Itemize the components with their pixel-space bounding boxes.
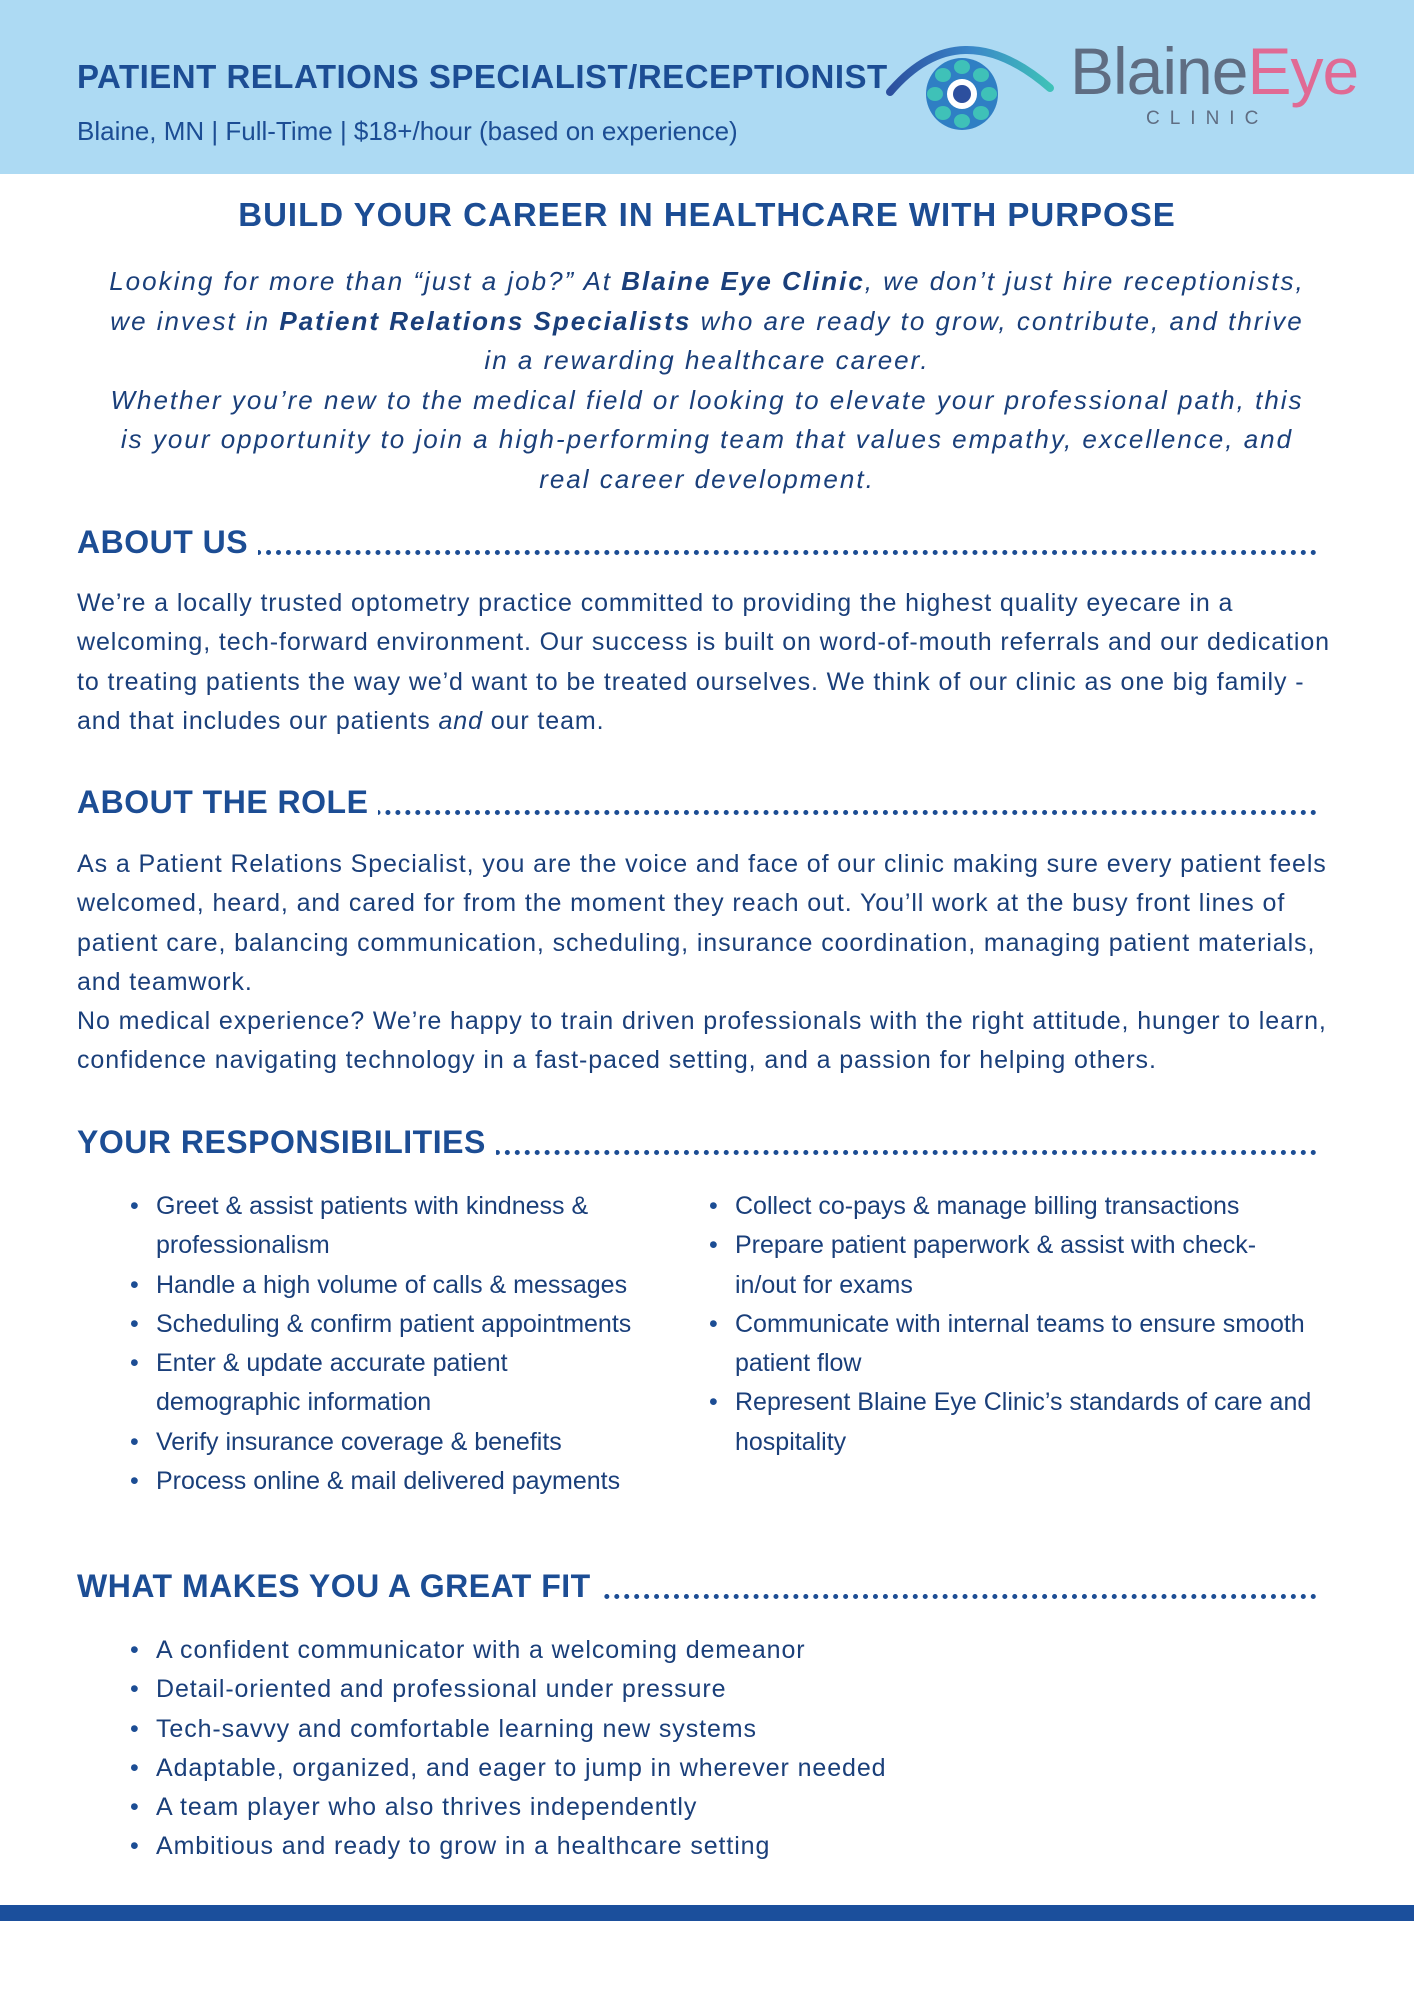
about-role-paragraph-2: No medical experience? We’re happy to train driven professionals with the right attitude, hunger to learn, confidence navigating technology in a fast-paced setting, and a passion for helping others. xyxy=(77,1007,1327,1075)
list-item: • Prepare patient paperwork & assist with check-in/out for exams xyxy=(656,1226,1316,1305)
about-role-paragraph-1: As a Patient Relations Specialist, you are the voice and face of our clinic making sure every patient feels welcomed, heard, and cared for from the moment they reach out. You’ll work at the busy front lines of patient care, balancing communication, scheduling, insurance coordination, managing patient materials, and teamwork. xyxy=(77,850,1327,996)
great-fit-list xyxy=(77,1631,1077,1867)
list-item: • A confident communicator with a welcoming demeanor xyxy=(77,1631,1077,1670)
intro-paragraph-1: Looking for more than “just a job?” At Blaine Eye Clinic, we don’t just hire receptionists, we invest in Patient Relations Specialists who are ready to grow, contribute, and thrive in a rewarding healthcare career. xyxy=(109,266,1305,375)
list-item: • A team player who also thrives independently xyxy=(77,1788,1077,1827)
list-item: • Tech-savvy and comfortable learning new systems xyxy=(77,1710,1077,1749)
logo-subtitle: CLINIC xyxy=(1146,108,1269,129)
header-banner xyxy=(0,0,1414,174)
intro-paragraph-2: Whether you’re new to the medical field or looking to elevate your professional path, this is your opportunity to join a high-performing team that values empathy, excellence, and real career development. xyxy=(110,384,1304,494)
intro-text xyxy=(100,262,1314,499)
list-item: • Represent Blaine Eye Clinic’s standards of care and hospitality xyxy=(656,1383,1316,1462)
job-title: PATIENT RELATIONS SPECIALIST/RECEPTIONIST xyxy=(77,58,888,95)
list-item: • Process online & mail delivered payments xyxy=(77,1462,657,1501)
about-role-heading: ABOUT THE ROLE xyxy=(77,784,1317,824)
job-meta: Blaine, MN | Full-Time | $18+/hour (based on experience) xyxy=(77,116,738,146)
logo-wordmark: BlaineEye xyxy=(1070,34,1359,108)
eye-logo-icon xyxy=(880,30,1060,155)
about-us-text: We’re a locally trusted optometry practice committed to providing the highest quality eyecare in a welcoming, tech-forward environment. Our success is built on word-of-mouth referrals and our dedication to treating patients the way we’d want to be treated ourselves. We think of our clinic as one big family - and that includes our patients and our team. xyxy=(77,589,1330,735)
list-item: • Greet & assist patients with kindness & professionalism xyxy=(77,1187,657,1266)
list-item: • Handle a high volume of calls & messages xyxy=(77,1266,657,1305)
list-item: • Collect co-pays & manage billing transactions xyxy=(656,1187,1316,1226)
list-item: • Scheduling & confirm patient appointments xyxy=(77,1305,657,1344)
responsibilities-right-list xyxy=(656,1187,1316,1462)
about-role-text xyxy=(77,845,1337,1081)
responsibilities-heading: YOUR RESPONSIBILITIES xyxy=(77,1124,1317,1164)
list-item: • Detail-oriented and professional under pressure xyxy=(77,1670,1077,1709)
hero-title: BUILD YOUR CAREER IN HEALTHCARE WITH PURPOSE xyxy=(238,196,1176,233)
list-item: • Adaptable, organized, and eager to jump in wherever needed xyxy=(77,1749,1077,1788)
list-item: • Communicate with internal teams to ensure smooth patient flow xyxy=(656,1305,1316,1384)
clinic-logo xyxy=(880,30,1380,155)
list-item: • Enter & update accurate patient demographic information xyxy=(77,1344,657,1423)
great-fit-heading: WHAT MAKES YOU A GREAT FIT xyxy=(77,1568,1317,1608)
list-item: • Verify insurance coverage & benefits xyxy=(77,1423,657,1462)
responsibilities-left-list xyxy=(77,1187,657,1501)
list-item: • Ambitious and ready to grow in a healthcare setting xyxy=(77,1827,1077,1866)
bottom-divider-bar xyxy=(0,1905,1414,1921)
about-us-heading: ABOUT US xyxy=(77,524,1317,564)
